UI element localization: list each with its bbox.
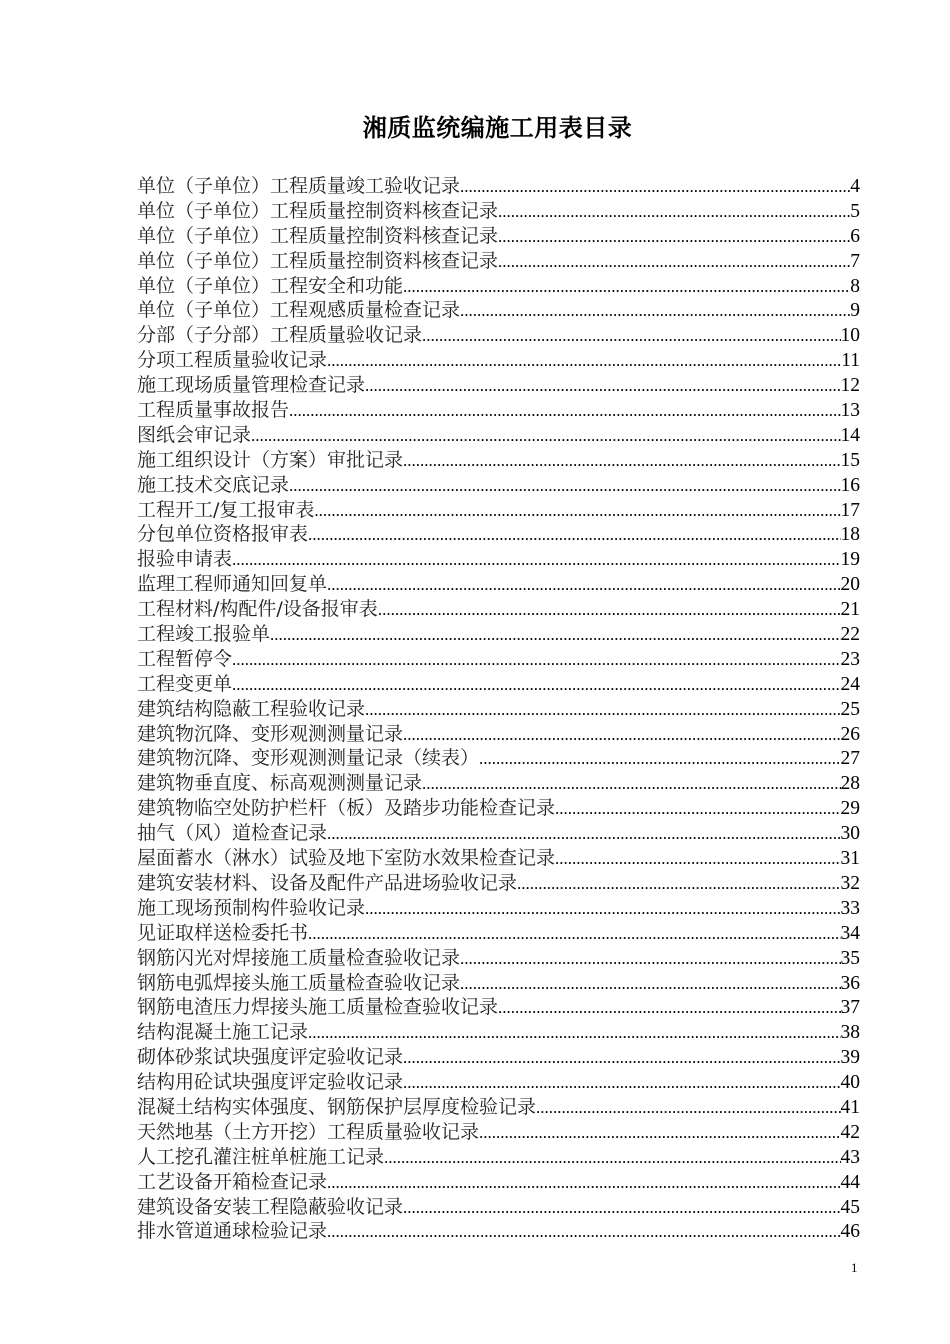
toc-entry-label: 工艺设备开箱检查记录: [137, 1170, 328, 1193]
toc-entry-page: 41: [840, 1096, 860, 1118]
toc-entry-label: 图纸会审记录: [137, 423, 252, 446]
toc-entry-page: 37: [840, 997, 860, 1019]
toc-entry-label: 结构用砼试块强度评定验收记录: [137, 1071, 404, 1094]
dot-leader: [289, 399, 840, 423]
dot-leader: [555, 847, 840, 871]
dot-leader: [327, 822, 840, 846]
toc-entry-page: 22: [840, 624, 860, 646]
toc-entry-page: 36: [840, 972, 860, 994]
toc-entry[interactable]: [137, 1020, 860, 1045]
toc-entry[interactable]: [137, 522, 860, 547]
dot-leader: [365, 374, 840, 398]
toc-entry-page: 13: [840, 400, 860, 422]
toc-entry-label: 单位（子单位）工程质量控制资料核查记录: [137, 249, 499, 272]
toc-entry-label: 钢筋电弧焊接头施工质量检查验收记录: [137, 971, 461, 994]
dot-leader: [365, 698, 840, 722]
toc-entry[interactable]: [137, 921, 860, 946]
dot-leader: [308, 523, 840, 547]
dot-leader: [308, 1021, 840, 1045]
toc-entry-label: 报验申请表: [137, 548, 233, 571]
toc-entry[interactable]: [137, 1070, 860, 1095]
dot-leader: [327, 1220, 840, 1244]
toc-entry[interactable]: [137, 274, 860, 299]
toc-entry-page: 27: [840, 748, 860, 770]
dot-leader: [308, 922, 840, 946]
toc-entry[interactable]: [137, 1219, 860, 1244]
toc-entry-label: 砌体砂浆试块强度评定验收记录: [137, 1046, 404, 1069]
toc-entry[interactable]: [137, 1145, 860, 1170]
toc-entry-label: 钢筋闪光对焊接施工质量检查验收记录: [137, 946, 461, 969]
dot-leader: [498, 996, 840, 1020]
toc-entry[interactable]: [137, 298, 860, 323]
dot-leader: [289, 474, 840, 498]
toc-entry-label: 施工现场质量管理检查记录: [137, 374, 366, 397]
toc-entry-label: 建筑安装材料、设备及配件产品进场验收记录: [137, 871, 518, 894]
toc-entry-label: 建筑物垂直度、标高观测测量记录: [137, 772, 423, 795]
toc-entry[interactable]: [137, 896, 860, 921]
toc-entry-page: 5: [850, 200, 860, 222]
toc-entry[interactable]: [137, 796, 860, 821]
toc-entry-label: 建筑设备安装工程隐蔽验收记录: [137, 1195, 404, 1218]
dot-leader: [498, 225, 850, 249]
toc-entry-label: 单位（子单位）工程质量控制资料核查记录: [137, 199, 499, 222]
toc-entry-page: 23: [840, 648, 860, 670]
toc-entry[interactable]: [137, 224, 860, 249]
dot-leader: [327, 349, 841, 373]
toc-entry-page: 40: [840, 1072, 860, 1094]
toc-entry-page: 29: [840, 798, 860, 820]
dot-leader: [327, 573, 840, 597]
toc-entry[interactable]: [137, 398, 860, 423]
toc-entry-label: 混凝土结构实体强度、钢筋保护层厚度检验记录: [137, 1095, 537, 1118]
toc-entry[interactable]: [137, 946, 860, 971]
toc-entry-page: 39: [840, 1047, 860, 1069]
toc-entry[interactable]: [137, 995, 860, 1020]
toc-entry-page: 26: [840, 723, 860, 745]
toc-entry-page: 6: [850, 225, 860, 247]
toc-entry-label: 建筑物临空处防护栏杆（板）及踏步功能检查记录: [137, 797, 556, 820]
dot-leader: [327, 1171, 840, 1195]
toc-entry[interactable]: [137, 1045, 860, 1070]
toc-entry[interactable]: [137, 572, 860, 597]
toc-entry-label: 排水管道通球检验记录: [137, 1220, 328, 1243]
toc-entry-label: 工程变更单: [137, 672, 233, 695]
dot-leader: [384, 1146, 840, 1170]
toc-entry-page: 25: [840, 698, 860, 720]
toc-entry[interactable]: [137, 746, 860, 771]
dot-leader: [460, 947, 840, 971]
toc-entry-label: 工程暂停令: [137, 647, 233, 670]
toc-entry-label: 天然地基（土方开挖）工程质量验收记录: [137, 1120, 480, 1143]
toc-entry[interactable]: [137, 498, 860, 523]
toc-entry-label: 建筑结构隐蔽工程验收记录: [137, 697, 366, 720]
toc-entry[interactable]: [137, 672, 860, 697]
toc-entry-label: 施工技术交底记录: [137, 473, 290, 496]
toc-entry-page: 46: [840, 1221, 860, 1243]
toc-entry-page: 44: [840, 1171, 860, 1193]
table-of-contents: [137, 174, 860, 1244]
dot-leader: [232, 548, 840, 572]
toc-entry-page: 9: [850, 300, 860, 322]
dot-leader: [251, 424, 840, 448]
page-number: 1: [851, 1260, 858, 1275]
toc-entry-label: 单位（子单位）工程质量竣工验收记录: [137, 175, 461, 197]
dot-leader: [270, 623, 840, 647]
toc-entry-page: 43: [840, 1146, 860, 1168]
toc-entry-page: 20: [840, 574, 860, 596]
toc-entry-label: 单位（子单位）工程质量控制资料核查记录: [137, 224, 499, 247]
toc-entry[interactable]: [137, 547, 860, 572]
toc-entry-page: 11: [841, 350, 860, 372]
toc-entry-label: 单位（子单位）工程观感质量检查记录: [137, 299, 461, 322]
dot-leader: [460, 175, 850, 199]
toc-entry-label: 监理工程师通知回复单: [137, 573, 328, 596]
toc-entry-label: 见证取样送检委托书: [137, 921, 309, 944]
toc-entry[interactable]: [137, 597, 860, 622]
dot-leader: [422, 324, 840, 348]
dot-leader: [314, 499, 840, 523]
toc-entry-page: 14: [840, 424, 860, 446]
toc-entry[interactable]: [137, 697, 860, 722]
toc-entry[interactable]: [137, 722, 860, 747]
toc-entry-page: 45: [840, 1196, 860, 1218]
dot-leader: [479, 747, 840, 771]
toc-entry[interactable]: [137, 821, 860, 846]
toc-entry-page: 35: [840, 947, 860, 969]
toc-entry[interactable]: [137, 1195, 860, 1220]
toc-entry-label: 施工现场预制构件验收记录: [137, 896, 366, 919]
toc-entry[interactable]: [137, 1120, 860, 1145]
toc-entry[interactable]: [137, 1095, 860, 1120]
dot-leader: [460, 299, 850, 323]
toc-entry-label: 结构混凝土施工记录: [137, 1021, 309, 1044]
toc-entry-page: 8: [850, 275, 860, 297]
dot-leader: [403, 1196, 840, 1220]
toc-entry-label: 建筑物沉降、变形观测测量记录: [137, 722, 404, 745]
dot-leader: [403, 723, 840, 747]
dot-leader: [498, 250, 850, 274]
toc-entry[interactable]: [137, 174, 860, 199]
toc-entry-page: 32: [840, 872, 860, 894]
dot-leader: [536, 1096, 840, 1120]
dot-leader: [378, 598, 841, 622]
toc-entry-label: 单位（子单位）工程安全和功能: [137, 274, 404, 297]
toc-entry-label: 分部（子分部）工程质量验收记录: [137, 324, 423, 347]
toc-entry-page: 15: [840, 449, 860, 471]
toc-entry-page: 18: [840, 524, 860, 546]
toc-entry-label: 人工挖孔灌注桩单桩施工记录: [137, 1145, 385, 1168]
toc-entry[interactable]: [137, 448, 860, 473]
toc-entry[interactable]: [137, 249, 860, 274]
toc-entry[interactable]: [137, 199, 860, 224]
toc-entry-page: 16: [840, 474, 860, 496]
dot-leader: [365, 897, 840, 921]
dot-leader: [479, 1121, 840, 1145]
toc-entry-page: 4: [850, 176, 860, 197]
toc-entry[interactable]: [137, 373, 860, 398]
toc-entry-page: 38: [840, 1022, 860, 1044]
toc-entry-label: 钢筋电渣压力焊接头施工质量检查验收记录: [137, 996, 499, 1019]
toc-entry-label: 抽气（风）道检查记录: [137, 822, 328, 845]
toc-entry-label: 分项工程质量验收记录: [137, 349, 328, 372]
toc-entry-label: 施工组织设计（方案）审批记录: [137, 448, 404, 471]
toc-entry[interactable]: [137, 971, 860, 996]
toc-entry[interactable]: [137, 423, 860, 448]
dot-leader: [403, 1046, 840, 1070]
document-title: 湘质监统编施工用表目录: [362, 113, 633, 142]
dot-leader: [517, 872, 840, 896]
dot-leader: [498, 200, 850, 224]
toc-entry-label: 工程材料/构配件/设备报审表: [137, 598, 378, 621]
dot-leader: [232, 648, 840, 672]
toc-entry[interactable]: [137, 771, 860, 796]
toc-entry-page: 10: [840, 325, 860, 347]
toc-entry-label: 工程开工/复工报审表: [137, 498, 315, 521]
dot-leader: [403, 1071, 840, 1095]
dot-leader: [403, 275, 850, 299]
toc-entry-label: 工程质量事故报告: [137, 399, 290, 422]
toc-entry-label: 工程竣工报验单: [137, 623, 271, 646]
toc-entry-page: 34: [840, 922, 860, 944]
toc-entry[interactable]: [137, 323, 860, 348]
toc-entry-page: 21: [840, 599, 860, 621]
toc-entry-page: 30: [840, 823, 860, 845]
toc-entry[interactable]: [137, 647, 860, 672]
toc-entry-label: 屋面蓄水（淋水）试验及地下室防水效果检查记录: [137, 847, 556, 870]
dot-leader: [232, 673, 840, 697]
toc-entry[interactable]: [137, 348, 860, 373]
toc-entry-page: 42: [840, 1121, 860, 1143]
toc-entry-page: 28: [840, 773, 860, 795]
dot-leader: [422, 772, 840, 796]
toc-entry-page: 12: [840, 375, 860, 397]
toc-entry[interactable]: [137, 846, 860, 871]
toc-entry-page: 24: [840, 673, 860, 695]
toc-entry-page: 17: [840, 499, 860, 521]
dot-leader: [403, 449, 840, 473]
toc-entry-label: 建筑物沉降、变形观测测量记录（续表）: [137, 747, 480, 770]
toc-entry-page: 7: [850, 250, 860, 272]
toc-entry-page: 33: [840, 897, 860, 919]
toc-entry[interactable]: [137, 871, 860, 896]
toc-entry[interactable]: [137, 1170, 860, 1195]
dot-leader: [460, 972, 840, 996]
toc-entry[interactable]: [137, 622, 860, 647]
toc-entry-page: 19: [840, 549, 860, 571]
dot-leader: [555, 797, 840, 821]
toc-entry-label: 分包单位资格报审表: [137, 523, 309, 546]
toc-entry[interactable]: [137, 473, 860, 498]
toc-entry-page: 31: [840, 848, 860, 870]
